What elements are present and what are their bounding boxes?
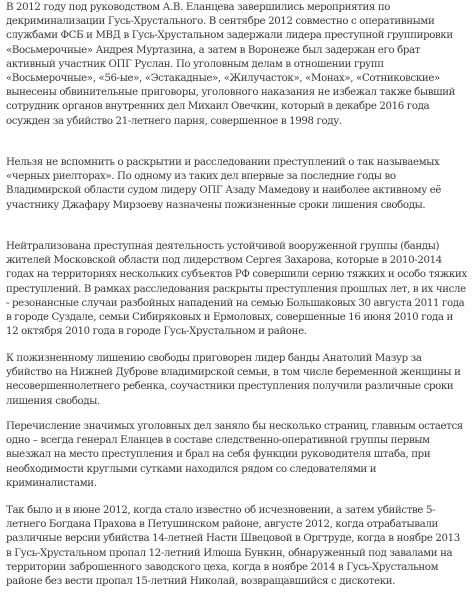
article-paragraph-zakharov-gang: Нейтрализована преступная деятельность устойчивой вооруженной группы (банды) жителей Московской области под лидерством Сергея Захарова, которые в 2010-2014 годах на территориях нескольких субъектов РФ совершили серию тяжких и особо тяжких преступлений. В рамках расследования раскрыты преступления прошлых лет, в их числе - резонансные случаи разбойных нападений на семью Большаковых 30 августа 2011 года в городе Суздале, семьи Сибиряковых и Ермоловых, совершенные 16 июня 2010 года и 12 октября 2010 года в городе Гусь-Хрустальном и районе. xyxy=(6,241,467,338)
article-paragraph-decriminalization: В 2012 году под руководством А.В. Еланцева завершились мероприятия по декриминализации Гусь-Хрустального. В сентябре 2012 совместно с оперативными службами ФСБ и МВД в Гусь-Хрустальном задержали лидера преступной группировки «Восьмерочные» Андрея Муртазина, а затем в Воронеже был задержан его брат активный участник ОПГ Руслан. По уголовным делам в отношении групп «Восьмерочные», «56-ые», «Эстакадные», «Жилучасток», «Монах», «Сотниковские» вынесены обвинительные приговоры, уголовного наказания не избежал также бывший сотрудник органов внутренних дел Михаил Овечкин, который в декабре 2016 года осужден за убийство 21-летнего парня, совершенное в 1998 году. xyxy=(6,2,456,127)
article-paragraph-black-realtors: Нельзя не вспомнить о раскрытии и расследовании преступлений о так называемых «черных риелторах». По одному из таких дел впервые за последние годы во Владимирской области судом лидеру ОПГ Азаду Мамедову и наиболее активному её участнику Джафару Мирзоеву назначены пожизненные сроки лишения свободы. xyxy=(6,157,442,211)
article-paragraph-mazur-sentence: К пожизненному лишению свободы приговорен лидер банды Анатолий Мазур за убийство на Нижней Дуброве владимирской семьи, в том числе беременной женщины и несовершеннолетнего ребенка, соучастники преступления получили различные сроки лишения свободы. xyxy=(6,353,461,407)
article-paragraph-child-cases: Так было и в июне 2012, когда стало известно об исчезновении, а затем убийстве 5-летнего Богдана Прахова в Петушинском районе, августе 2012, когда отрабатывали различные версии убийства 14-летней Насти Швецовой в Оргтруде, когда в ноябре 2013 в Гусь-Хрустальном пропал 12-летний Илюша Бункин, обнаруженный под завалами на территории заброшенного заводского цеха, когда в ноябре 2014 в Гусь-Хрустальном районе без вести пропал 15-летний Николай, возвращавшийся с дискотеки. xyxy=(6,505,460,588)
article-paragraph-elantsev-role: Перечисление значимых уголовных дел заняло бы несколько страниц, главным остается одно – всегда генерал Еланцев в составе следственно-оперативной группы первым выезжал на место преступления и брал на себя функции руководителя штаба, при необходимости круглыми сутками находился рядом со следователями и криминалистами. xyxy=(6,421,463,489)
